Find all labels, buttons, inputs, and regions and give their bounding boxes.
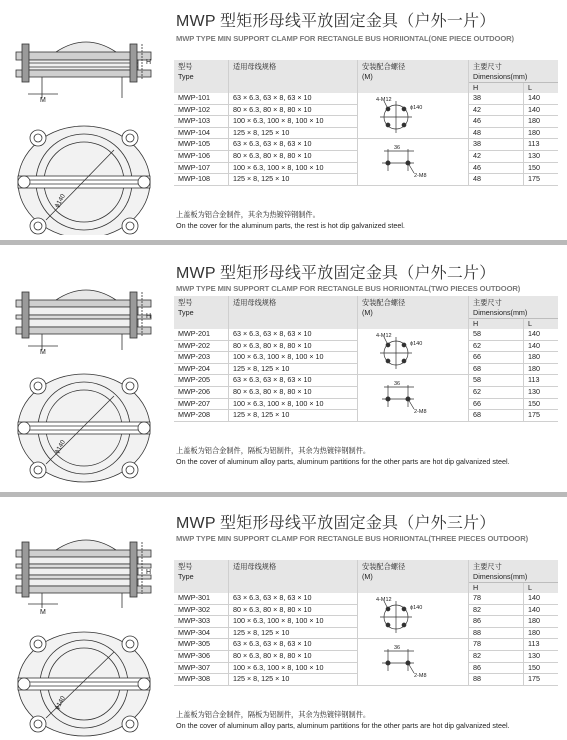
spec-table	[174, 296, 558, 422]
section-title: MWP 型矩形母线平放固定金具（户外三片）	[176, 515, 496, 532]
cell-h: 66	[469, 398, 524, 410]
cell-h: 38	[469, 93, 524, 104]
note-cn: 上盖板为铝合金制件，隔板为铝制件，其余为热镀锌钢制件。	[176, 710, 371, 719]
cell-l: 175	[524, 674, 559, 686]
cell-spec: 125 × 8, 125 × 10	[229, 127, 358, 139]
cell-h: 48	[469, 174, 524, 186]
height-label: H	[146, 313, 152, 320]
table-header-row	[174, 296, 558, 319]
col-model-header: 型号 Type	[174, 296, 229, 329]
cell-h: 42	[469, 150, 524, 162]
cell-l: 113	[524, 139, 559, 151]
cell-spec: 125 × 8, 125 × 10	[229, 363, 358, 375]
col-h-header: H	[469, 319, 524, 330]
cell-model: MWP-105	[174, 139, 229, 151]
col-l-header: L	[524, 83, 559, 94]
bolt-2-label: 2-M8	[414, 409, 427, 416]
cell-spec: 100 × 6.3, 100 × 8, 100 × 10	[229, 162, 358, 174]
spacing-label: 36	[394, 381, 401, 388]
cell-h: 66	[469, 352, 524, 364]
cell-spec: 100 × 6.3, 100 × 8, 100 × 10	[229, 398, 358, 410]
cell-l: 180	[524, 116, 559, 128]
col-bolt-header: 安装配合螺径 (M)	[358, 60, 469, 93]
col-h-header: H	[469, 83, 524, 94]
cell-spec: 125 × 8, 125 × 10	[229, 410, 358, 422]
cell-l: 113	[524, 375, 559, 387]
bolt-diagram-2	[358, 375, 469, 421]
clamp-drawing-one-piece	[6, 30, 166, 235]
table-header-row	[174, 560, 558, 583]
cell-l: 150	[524, 662, 559, 674]
diameter-label: ϕ140	[53, 694, 67, 711]
cell-model: MWP-302	[174, 604, 229, 616]
cell-model: MWP-205	[174, 375, 229, 387]
section-divider	[0, 492, 567, 497]
bolt-2-label: 2-M8	[414, 673, 427, 680]
cell-model: MWP-304	[174, 627, 229, 639]
section-subtitle: MWP TYPE MIN SUPPORT CLAMP FOR RECTANGLE BUS HORIIONTAL(TWO PIECES OUTDOOR)	[176, 284, 521, 293]
col-h-header: H	[469, 583, 524, 594]
cell-h: 62	[469, 386, 524, 398]
table-row	[174, 139, 558, 151]
cell-l: 140	[524, 604, 559, 616]
spacing-label: 36	[394, 645, 401, 652]
cell-spec: 80 × 6.3, 80 × 8, 80 × 10	[229, 340, 358, 352]
bolt-circle-label: ϕ140	[410, 105, 423, 111]
cell-h: 68	[469, 410, 524, 422]
bolt-4-label: 4-M12	[376, 597, 392, 603]
note-cn: 上盖板为铝合金制件，其余为热镀锌钢制件。	[176, 210, 320, 219]
cell-h: 62	[469, 340, 524, 352]
cell-h: 58	[469, 375, 524, 387]
cell-spec: 63 × 6.3, 63 × 8, 63 × 10	[229, 593, 358, 604]
col-spec-header: 适用母线规格	[229, 60, 358, 93]
cell-model: MWP-108	[174, 174, 229, 186]
clamp-drawing-two-pieces	[6, 278, 166, 483]
section-one-piece	[0, 0, 567, 238]
cell-l: 140	[524, 593, 559, 604]
table-row	[174, 639, 558, 651]
col-bolt-header: 安装配合螺径 (M)	[358, 560, 469, 593]
cell-spec: 125 × 8, 125 × 10	[229, 174, 358, 186]
cell-spec: 63 × 6.3, 63 × 8, 63 × 10	[229, 639, 358, 651]
table-row	[174, 593, 558, 604]
cell-model: MWP-307	[174, 662, 229, 674]
cell-model: MWP-102	[174, 104, 229, 116]
cell-h: 48	[469, 127, 524, 139]
bolt-circle-label: ϕ140	[410, 605, 423, 611]
spacing-label: 36	[394, 145, 401, 152]
cell-spec: 100 × 6.3, 100 × 8, 100 × 10	[229, 662, 358, 674]
section-subtitle: MWP TYPE MIN SUPPORT CLAMP FOR RECTANGLE BUS HORIIONTAL(THREE PIECES OUTDOOR)	[176, 534, 529, 543]
cell-l: 175	[524, 174, 559, 186]
cell-spec: 63 × 6.3, 63 × 8, 63 × 10	[229, 375, 358, 387]
col-bolt-header: 安装配合螺径 (M)	[358, 296, 469, 329]
mount-label: M	[40, 97, 46, 104]
cell-spec: 63 × 6.3, 63 × 8, 63 × 10	[229, 139, 358, 151]
diameter-label: ϕ140	[53, 438, 67, 455]
height-label: H	[146, 569, 152, 576]
bolt-4-label: 4-M12	[376, 333, 392, 339]
cell-l: 150	[524, 162, 559, 174]
note-en: On the cover of aluminum alloy parts, aluminum partitions for the other parts are hot dip galvanized steel.	[176, 457, 510, 466]
cell-h: 82	[469, 604, 524, 616]
cell-spec: 125 × 8, 125 × 10	[229, 627, 358, 639]
cell-l: 140	[524, 104, 559, 116]
cell-model: MWP-106	[174, 150, 229, 162]
col-model-header: 型号 Type	[174, 560, 229, 593]
col-spec-header: 适用母线规格	[229, 560, 358, 593]
cell-h: 86	[469, 616, 524, 628]
col-model-header: 型号 Type	[174, 60, 229, 93]
cell-l: 140	[524, 93, 559, 104]
cell-model: MWP-208	[174, 410, 229, 422]
cell-l: 175	[524, 410, 559, 422]
diameter-label: ϕ140	[53, 192, 67, 209]
cell-model: MWP-303	[174, 616, 229, 628]
cell-model: MWP-201	[174, 329, 229, 340]
cell-spec: 80 × 6.3, 80 × 8, 80 × 10	[229, 650, 358, 662]
cell-h: 82	[469, 650, 524, 662]
table-row	[174, 375, 558, 387]
cell-model: MWP-103	[174, 116, 229, 128]
section-title: MWP 型矩形母线平放固定金具（户外一片）	[176, 13, 496, 30]
cell-l: 180	[524, 352, 559, 364]
cell-model: MWP-306	[174, 650, 229, 662]
cell-model: MWP-203	[174, 352, 229, 364]
cell-h: 38	[469, 139, 524, 151]
cell-h: 68	[469, 363, 524, 375]
cell-model: MWP-308	[174, 674, 229, 686]
cell-model: MWP-104	[174, 127, 229, 139]
section-title: MWP 型矩形母线平放固定金具（户外二片）	[176, 265, 496, 282]
cell-model: MWP-204	[174, 363, 229, 375]
cell-spec: 80 × 6.3, 80 × 8, 80 × 10	[229, 386, 358, 398]
cell-h: 86	[469, 662, 524, 674]
bolt-diagram-2	[358, 139, 469, 185]
section-two-pieces	[0, 248, 567, 488]
mount-label: M	[40, 609, 46, 616]
clamp-drawing-three-pieces	[6, 528, 166, 738]
note-en: On the cover for the aluminum parts, the rest is hot dip galvanized steel.	[176, 221, 405, 230]
bolt-diagram-4	[358, 93, 469, 139]
col-spec-header: 适用母线规格	[229, 296, 358, 329]
cell-model: MWP-107	[174, 162, 229, 174]
mount-label: M	[40, 349, 46, 356]
cell-l: 130	[524, 150, 559, 162]
cell-spec: 100 × 6.3, 100 × 8, 100 × 10	[229, 352, 358, 364]
cell-l: 180	[524, 616, 559, 628]
col-dims-header: 主要尺寸 Dimensions(mm)	[469, 60, 559, 83]
cell-spec: 63 × 6.3, 63 × 8, 63 × 10	[229, 329, 358, 340]
cell-l: 180	[524, 127, 559, 139]
cell-h: 42	[469, 104, 524, 116]
col-dims-header: 主要尺寸 Dimensions(mm)	[469, 296, 559, 319]
cell-l: 140	[524, 329, 559, 340]
section-divider	[0, 240, 567, 245]
bolt-diagram-2	[358, 639, 469, 685]
cell-spec: 80 × 6.3, 80 × 8, 80 × 10	[229, 150, 358, 162]
cell-h: 78	[469, 593, 524, 604]
cell-l: 180	[524, 363, 559, 375]
cell-spec: 63 × 6.3, 63 × 8, 63 × 10	[229, 93, 358, 104]
spec-table	[174, 560, 558, 686]
cell-h: 58	[469, 329, 524, 340]
cell-l: 140	[524, 340, 559, 352]
section-three-pieces	[0, 500, 567, 740]
bolt-diagram-4	[358, 593, 469, 639]
note-en: On the cover of aluminum alloy parts, aluminum partitions for the other parts are hot dip galvanized steel.	[176, 721, 510, 730]
cell-l: 130	[524, 650, 559, 662]
cell-l: 150	[524, 398, 559, 410]
col-l-header: L	[524, 319, 559, 330]
note-cn: 上盖板为铝合金制件，隔板为铝制件，其余为热镀锌钢制件。	[176, 446, 371, 455]
col-dims-header: 主要尺寸 Dimensions(mm)	[469, 560, 559, 583]
table-row	[174, 329, 558, 340]
cell-l: 113	[524, 639, 559, 651]
cell-spec: 80 × 6.3, 80 × 8, 80 × 10	[229, 604, 358, 616]
height-label: H	[146, 59, 152, 66]
spec-table	[174, 60, 558, 186]
cell-spec: 100 × 6.3, 100 × 8, 100 × 10	[229, 116, 358, 128]
bolt-circle-label: ϕ140	[410, 341, 423, 347]
cell-model: MWP-202	[174, 340, 229, 352]
table-header-row	[174, 60, 558, 83]
cell-h: 78	[469, 639, 524, 651]
section-subtitle: MWP TYPE MIN SUPPORT CLAMP FOR RECTANGLE BUS HORIIONTAL(ONE PIECE OUTDOOR)	[176, 34, 514, 43]
bolt-4-label: 4-M12	[376, 97, 392, 103]
cell-spec: 80 × 6.3, 80 × 8, 80 × 10	[229, 104, 358, 116]
col-l-header: L	[524, 583, 559, 594]
cell-model: MWP-101	[174, 93, 229, 104]
table-row	[174, 93, 558, 104]
cell-h: 88	[469, 674, 524, 686]
cell-model: MWP-301	[174, 593, 229, 604]
bolt-diagram-4	[358, 329, 469, 375]
cell-spec: 125 × 8, 125 × 10	[229, 674, 358, 686]
bolt-2-label: 2-M8	[414, 173, 427, 180]
cell-h: 46	[469, 162, 524, 174]
cell-spec: 100 × 6.3, 100 × 8, 100 × 10	[229, 616, 358, 628]
cell-l: 130	[524, 386, 559, 398]
cell-h: 88	[469, 627, 524, 639]
cell-model: MWP-305	[174, 639, 229, 651]
cell-l: 180	[524, 627, 559, 639]
cell-model: MWP-207	[174, 398, 229, 410]
cell-model: MWP-206	[174, 386, 229, 398]
cell-h: 46	[469, 116, 524, 128]
